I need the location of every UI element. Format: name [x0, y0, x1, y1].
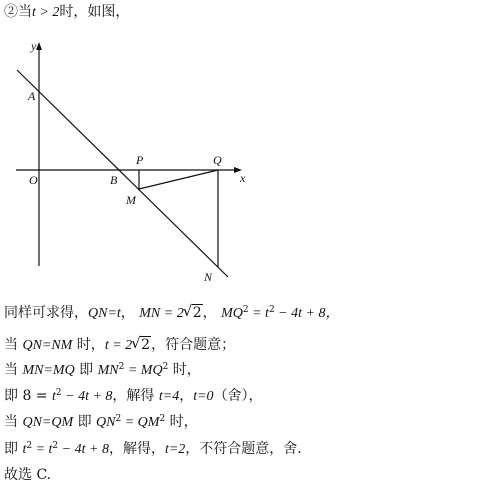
solution-line-1	[4, 304, 339, 323]
line6-t2: t=2	[164, 442, 186, 457]
line2-radicand: 2	[141, 337, 151, 353]
label-n: N	[204, 270, 213, 284]
line1-t-exp: 2	[268, 305, 275, 315]
line4-t: t	[52, 389, 56, 404]
line1-eq: = t	[248, 306, 269, 321]
header-condition: t > 2	[32, 5, 60, 20]
line3-tail: 时，	[168, 362, 201, 378]
header-tail: 时，如图，	[59, 4, 130, 20]
sqrt-sign	[184, 304, 203, 322]
line6-eq: = t	[32, 442, 53, 457]
line5-mid: 即	[73, 414, 97, 430]
line4-t4: t=4	[158, 389, 180, 404]
line4-mid: ，解得	[112, 388, 159, 404]
line4-tail: （舍），	[213, 388, 263, 404]
line2-cond: QN=NM	[22, 338, 73, 353]
solution-line-3	[4, 361, 201, 380]
label-p: P	[136, 153, 144, 167]
line3-eq: = MQ	[124, 363, 163, 378]
line4-t0: t=0	[193, 389, 214, 404]
label-q: Q	[213, 153, 222, 167]
line4-sep: ，	[179, 388, 194, 404]
line5-eq: = QM	[121, 415, 160, 430]
line5-when: 当	[4, 414, 23, 430]
line5-exp2: 2	[159, 414, 166, 424]
line1-sep1: ，	[120, 305, 135, 321]
line6-mid: ，解得，	[108, 441, 165, 457]
line1-lead: 同样可求得，	[4, 305, 88, 321]
line3-cond: MN=MQ	[22, 363, 75, 378]
final-answer: 故选 C.	[4, 467, 52, 483]
line3-when: 当	[4, 362, 23, 378]
line1-sep2: ，	[202, 305, 217, 321]
solution-line-7	[4, 466, 51, 484]
label-b: B	[110, 173, 118, 187]
line1-mn: MN = 2	[139, 306, 184, 321]
line2-mid: 时，	[72, 337, 105, 353]
line1-mq-exp: 2	[242, 305, 249, 315]
label-y: y	[31, 39, 37, 53]
label-o: O	[29, 173, 38, 187]
line2-when: 当	[4, 337, 23, 353]
line6-expr: − 4t + 8	[58, 442, 109, 457]
sqrt-sign	[132, 336, 151, 354]
line1-mq: MQ	[221, 306, 243, 321]
line5-tail: 时，	[165, 414, 198, 430]
line3-exp1: 2	[118, 362, 125, 372]
line-ab-n	[17, 70, 228, 277]
line5-exp1: 2	[115, 414, 122, 424]
line4-expr: − 4t + 8	[61, 389, 113, 404]
y-axis-arrow-icon	[36, 42, 42, 50]
line2-t: t = 2	[104, 338, 133, 353]
line6-lead: 即	[4, 441, 23, 457]
line5-cond: QN=QM	[22, 415, 74, 430]
circle-number: ②	[4, 4, 18, 20]
line5-qn: QN	[96, 415, 116, 430]
line6-exp2: 2	[52, 441, 59, 451]
solution-line-4	[4, 387, 263, 406]
solution-line-6	[4, 440, 302, 459]
line1-qn: QN=t	[88, 306, 121, 321]
solution-line-5	[4, 413, 198, 432]
line2-tail: ，符合题意；	[151, 337, 236, 353]
segment-mq	[139, 170, 218, 189]
header-when: 当	[18, 4, 32, 20]
line3-mn: MN	[97, 363, 119, 378]
label-a: A	[28, 89, 36, 103]
line1-mn-radicand: 2	[192, 305, 202, 321]
line4-exp: 2	[55, 388, 62, 398]
line4-lead: 即 8 =	[4, 388, 52, 404]
line3-exp2: 2	[162, 362, 169, 372]
line3-mid: 即	[74, 362, 98, 378]
line6-exp1: 2	[26, 441, 33, 451]
line1-tail: − 4t + 8，	[274, 306, 340, 321]
label-x: x	[240, 171, 246, 185]
solution-line-2	[4, 336, 235, 355]
label-m: M	[126, 193, 136, 207]
line6-t: t	[22, 442, 27, 457]
line6-tail: ，不符合题意，舍.	[185, 441, 302, 457]
